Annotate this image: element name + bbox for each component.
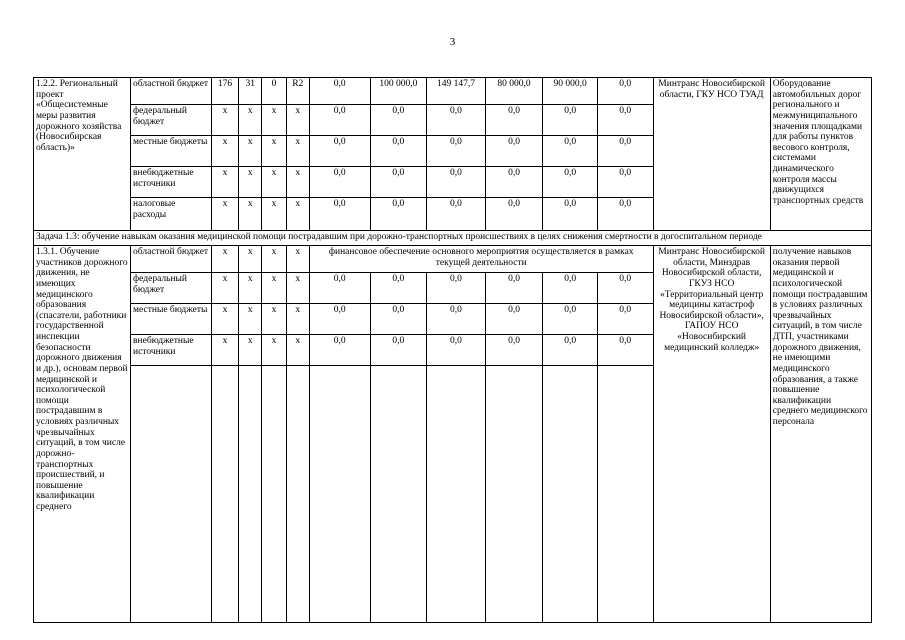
table-row — [34, 78, 872, 105]
code-cell: х — [286, 246, 309, 273]
value-cell: 0,0 — [427, 167, 486, 198]
expected-result: Оборудование автомобильных дорог регионального и межмуниципального значения площадками для работы пунктов весового контроля, системами динамического контроля массы движущихся транспортных средств — [770, 78, 871, 231]
value-cell: 0,0 — [370, 167, 427, 198]
value-cell: 0,0 — [597, 335, 653, 366]
value-cell: 0,0 — [543, 105, 598, 136]
code-cell: х — [239, 246, 262, 273]
value-cell: 0,0 — [597, 273, 653, 304]
code-cell: х — [262, 304, 286, 335]
task-heading: Задача 1.3: обучение навыкам оказания медицинской помощи пострадавшим при дорожно-транспортных происшествиях в целях снижения смертности в догоспитальном периоде — [34, 231, 872, 246]
code-cell: х — [262, 246, 286, 273]
value-cell: 0,0 — [309, 105, 370, 136]
code-cell: х — [211, 198, 238, 231]
value-cell: 0,0 — [370, 273, 427, 304]
value-cell: 100 000,0 — [370, 78, 427, 105]
code-cell: х — [239, 304, 262, 335]
value-cell: 0,0 — [543, 273, 598, 304]
value-cell: 0,0 — [427, 273, 486, 304]
executors: Минтранс Новосибирской области, ГКУ НСО ТУАД — [653, 78, 770, 231]
value-cell: 0,0 — [427, 198, 486, 231]
value-cell: 0,0 — [427, 304, 486, 335]
code-cell: 0 — [262, 78, 286, 105]
code-cell: х — [262, 105, 286, 136]
funding-source: местные бюджеты — [131, 304, 212, 335]
funding-source: областной бюджет — [131, 78, 212, 105]
empty-cell — [262, 366, 286, 623]
code-cell: х — [239, 335, 262, 366]
code-cell: х — [239, 198, 262, 231]
empty-cell — [597, 366, 653, 623]
value-cell: 0,0 — [485, 105, 543, 136]
code-cell: х — [262, 273, 286, 304]
code-cell: х — [262, 335, 286, 366]
empty-cell — [286, 366, 309, 623]
value-cell: 90 000,0 — [543, 78, 598, 105]
value-cell: 0,0 — [309, 335, 370, 366]
value-cell: 0,0 — [309, 167, 370, 198]
code-cell: х — [211, 136, 238, 167]
code-cell: R2 — [286, 78, 309, 105]
task-row — [34, 231, 872, 246]
code-cell: х — [286, 167, 309, 198]
funding-source: налоговые расходы — [131, 198, 212, 231]
value-cell: 0,0 — [309, 78, 370, 105]
value-cell: 0,0 — [309, 198, 370, 231]
code-cell: х — [262, 136, 286, 167]
value-cell: 0,0 — [370, 335, 427, 366]
value-cell: 0,0 — [370, 304, 427, 335]
funding-source: областной бюджет — [131, 246, 212, 273]
funding-source: федеральный бюджет — [131, 273, 212, 304]
value-cell: 0,0 — [543, 304, 598, 335]
value-cell: 0,0 — [485, 198, 543, 231]
value-cell: 0,0 — [543, 167, 598, 198]
code-cell: 176 — [211, 78, 238, 105]
code-cell: х — [239, 167, 262, 198]
code-cell: х — [286, 273, 309, 304]
code-cell: х — [286, 198, 309, 231]
executors: Минтранс Новосибирской области, Минздрав Новосибирской области, ГКУЗ НСО «Территориальный центр медицины катастроф Новосибирской области», ГАПОУ НСО «Новосибирский медицинский колледж» — [653, 246, 770, 623]
value-cell: 0,0 — [370, 136, 427, 167]
empty-cell — [543, 366, 598, 623]
code-cell: х — [239, 105, 262, 136]
code-cell: х — [286, 136, 309, 167]
funding-source: федеральный бюджет — [131, 105, 212, 136]
value-cell: 0,0 — [370, 105, 427, 136]
value-cell: 0,0 — [543, 198, 598, 231]
value-cell: 0,0 — [597, 198, 653, 231]
code-cell: х — [211, 273, 238, 304]
table-row — [34, 246, 872, 273]
funding-source: внебюджетные источники — [131, 335, 212, 366]
value-cell: 0,0 — [427, 105, 486, 136]
code-cell: х — [211, 304, 238, 335]
empty-cell — [427, 366, 486, 623]
code-cell: х — [211, 105, 238, 136]
value-cell: 0,0 — [485, 304, 543, 335]
empty-cell — [131, 366, 212, 623]
value-cell: 0,0 — [597, 136, 653, 167]
empty-cell — [211, 366, 238, 623]
page-number: 3 — [449, 36, 456, 48]
code-cell: х — [262, 198, 286, 231]
value-cell: 80 000,0 — [485, 78, 543, 105]
value-cell: 0,0 — [597, 167, 653, 198]
code-cell: х — [262, 167, 286, 198]
value-cell: 149 147,7 — [427, 78, 486, 105]
code-cell: 31 — [239, 78, 262, 105]
code-cell: х — [239, 273, 262, 304]
code-cell: х — [211, 335, 238, 366]
measure-name: 1.2.2. Региональный проект «Общесистемные меры развития дорожного хозяйства (Новосибирская область)» — [34, 78, 131, 231]
value-cell: 0,0 — [309, 273, 370, 304]
code-cell: х — [211, 167, 238, 198]
code-cell: х — [286, 105, 309, 136]
value-cell: 0,0 — [597, 105, 653, 136]
program-table — [33, 77, 872, 623]
code-cell: х — [239, 136, 262, 167]
code-cell: х — [211, 246, 238, 273]
funding-source: внебюджетные источники — [131, 167, 212, 198]
value-cell: 0,0 — [370, 198, 427, 231]
expected-result: получение навыков оказания первой медицинской и психологической помощи пострадавшим в условиях различных чрезвычайных ситуаций, в том числе ДТП, участниками дорожного движения, не имеющими медицинского образования, а также повышение квалификации среднего медицинского персонала — [770, 246, 871, 623]
value-cell: 0,0 — [485, 167, 543, 198]
empty-cell — [239, 366, 262, 623]
value-cell: 0,0 — [309, 136, 370, 167]
value-cell: 0,0 — [543, 335, 598, 366]
funding-note: финансовое обеспечение основного мероприятия осуществляется в рамках текущей деятельности — [309, 246, 653, 273]
value-cell: 0,0 — [485, 335, 543, 366]
value-cell: 0,0 — [485, 136, 543, 167]
measure-name: 1.3.1. Обучение участников дорожного движения, не имеющих медицинского образования (спасатели, работники государственной инспекции безопасности дорожного движения и др.), основам первой медицинской и психологической помощи пострадавшим в условиях различных чрезвычайных ситуаций, в том числе дорожно-транспортных происшествий, и повышение квалификации среднего — [34, 246, 131, 623]
value-cell: 0,0 — [485, 273, 543, 304]
value-cell: 0,0 — [597, 304, 653, 335]
value-cell: 0,0 — [309, 304, 370, 335]
code-cell: х — [286, 304, 309, 335]
funding-source: местные бюджеты — [131, 136, 212, 167]
value-cell: 0,0 — [543, 136, 598, 167]
value-cell: 0,0 — [427, 136, 486, 167]
empty-cell — [485, 366, 543, 623]
value-cell: 0,0 — [597, 78, 653, 105]
empty-cell — [309, 366, 370, 623]
empty-cell — [370, 366, 427, 623]
value-cell: 0,0 — [427, 335, 486, 366]
code-cell: х — [286, 335, 309, 366]
